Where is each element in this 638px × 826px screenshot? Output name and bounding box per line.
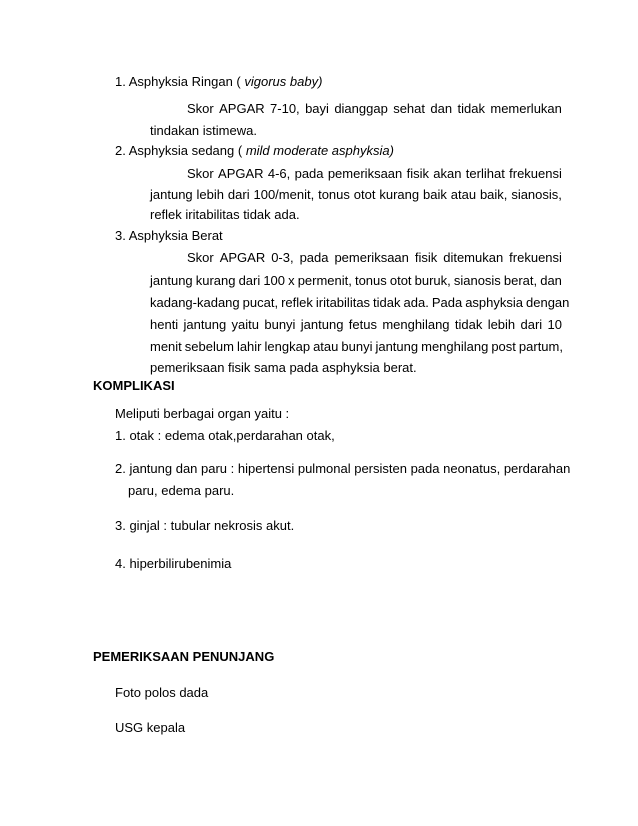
penunjang-heading: PEMERIKSAAN PENUNJANG bbox=[93, 649, 275, 664]
asphyxia-item-1-desc-line-1: Skor APGAR 7-10, bayi dianggap sehat dan tidak memerlukan bbox=[187, 101, 562, 116]
komplikasi-intro: Meliputi berbagai organ yaitu : bbox=[115, 406, 290, 421]
komplikasi-item-2-line-1: 2. jantung dan paru : hipertensi pulmonal persisten pada neonatus, perdarahan bbox=[115, 461, 571, 476]
komplikasi-heading: KOMPLIKASI bbox=[93, 378, 175, 393]
asphyxia-item-3-label: 3. Asphyksia Berat bbox=[115, 228, 223, 243]
asphyxia-item-1-desc-line-2: tindakan istimewa. bbox=[150, 123, 257, 138]
label-italic-text: mild moderate asphyksia) bbox=[245, 143, 394, 158]
asphyxia-item-3-desc-line-1: Skor APGAR 0-3, pada pemeriksaan fisik ditemukan frekuensi bbox=[187, 250, 562, 265]
asphyxia-item-3-desc-line-3: kadang-kadang pucat, reflek iritabilitas tidak ada. Pada asphyksia dengan bbox=[150, 295, 570, 310]
label-italic-text: vigorus baby) bbox=[244, 74, 323, 89]
penunjang-item-2: USG kepala bbox=[115, 720, 186, 735]
asphyxia-item-1-label bbox=[115, 74, 322, 90]
asphyxia-item-2-label bbox=[115, 143, 394, 159]
komplikasi-item-2-line-2: paru, edema paru. bbox=[128, 483, 235, 498]
komplikasi-item-3: 3. ginjal : tubular nekrosis akut. bbox=[115, 518, 295, 533]
asphyxia-item-3-desc-line-4: henti jantung yaitu bunyi jantung fetus menghilang tidak lebih dari 10 bbox=[150, 317, 562, 332]
asphyxia-item-3-desc-line-6: pemeriksaan fisik sama pada asphyksia berat. bbox=[150, 360, 417, 375]
asphyxia-item-3-desc-line-5: menit sebelum lahir lengkap atau bunyi jantung menghilang post partum, bbox=[150, 339, 563, 354]
penunjang-item-1: Foto polos dada bbox=[115, 685, 209, 700]
asphyxia-item-2-desc-line-1: Skor APGAR 4-6, pada pemeriksaan fisik akan terlihat frekuensi bbox=[187, 166, 562, 181]
asphyxia-item-2-desc-line-3: reflek iritabilitas tidak ada. bbox=[150, 207, 300, 222]
asphyxia-item-2-desc-line-2: jantung lebih dari 100/menit, tonus otot kurang baik atau baik, sianosis, bbox=[150, 187, 562, 202]
label-text: 1. Asphyksia Ringan ( bbox=[115, 74, 245, 89]
label-text: 2. Asphyksia sedang ( bbox=[115, 143, 246, 158]
komplikasi-item-1: 1. otak : edema otak,perdarahan otak, bbox=[115, 428, 335, 443]
komplikasi-item-4: 4. hiperbilirubenimia bbox=[115, 556, 232, 571]
asphyxia-item-3-desc-line-2: jantung kurang dari 100 x permenit, tonus otot buruk, sianosis berat, dan bbox=[150, 273, 562, 288]
